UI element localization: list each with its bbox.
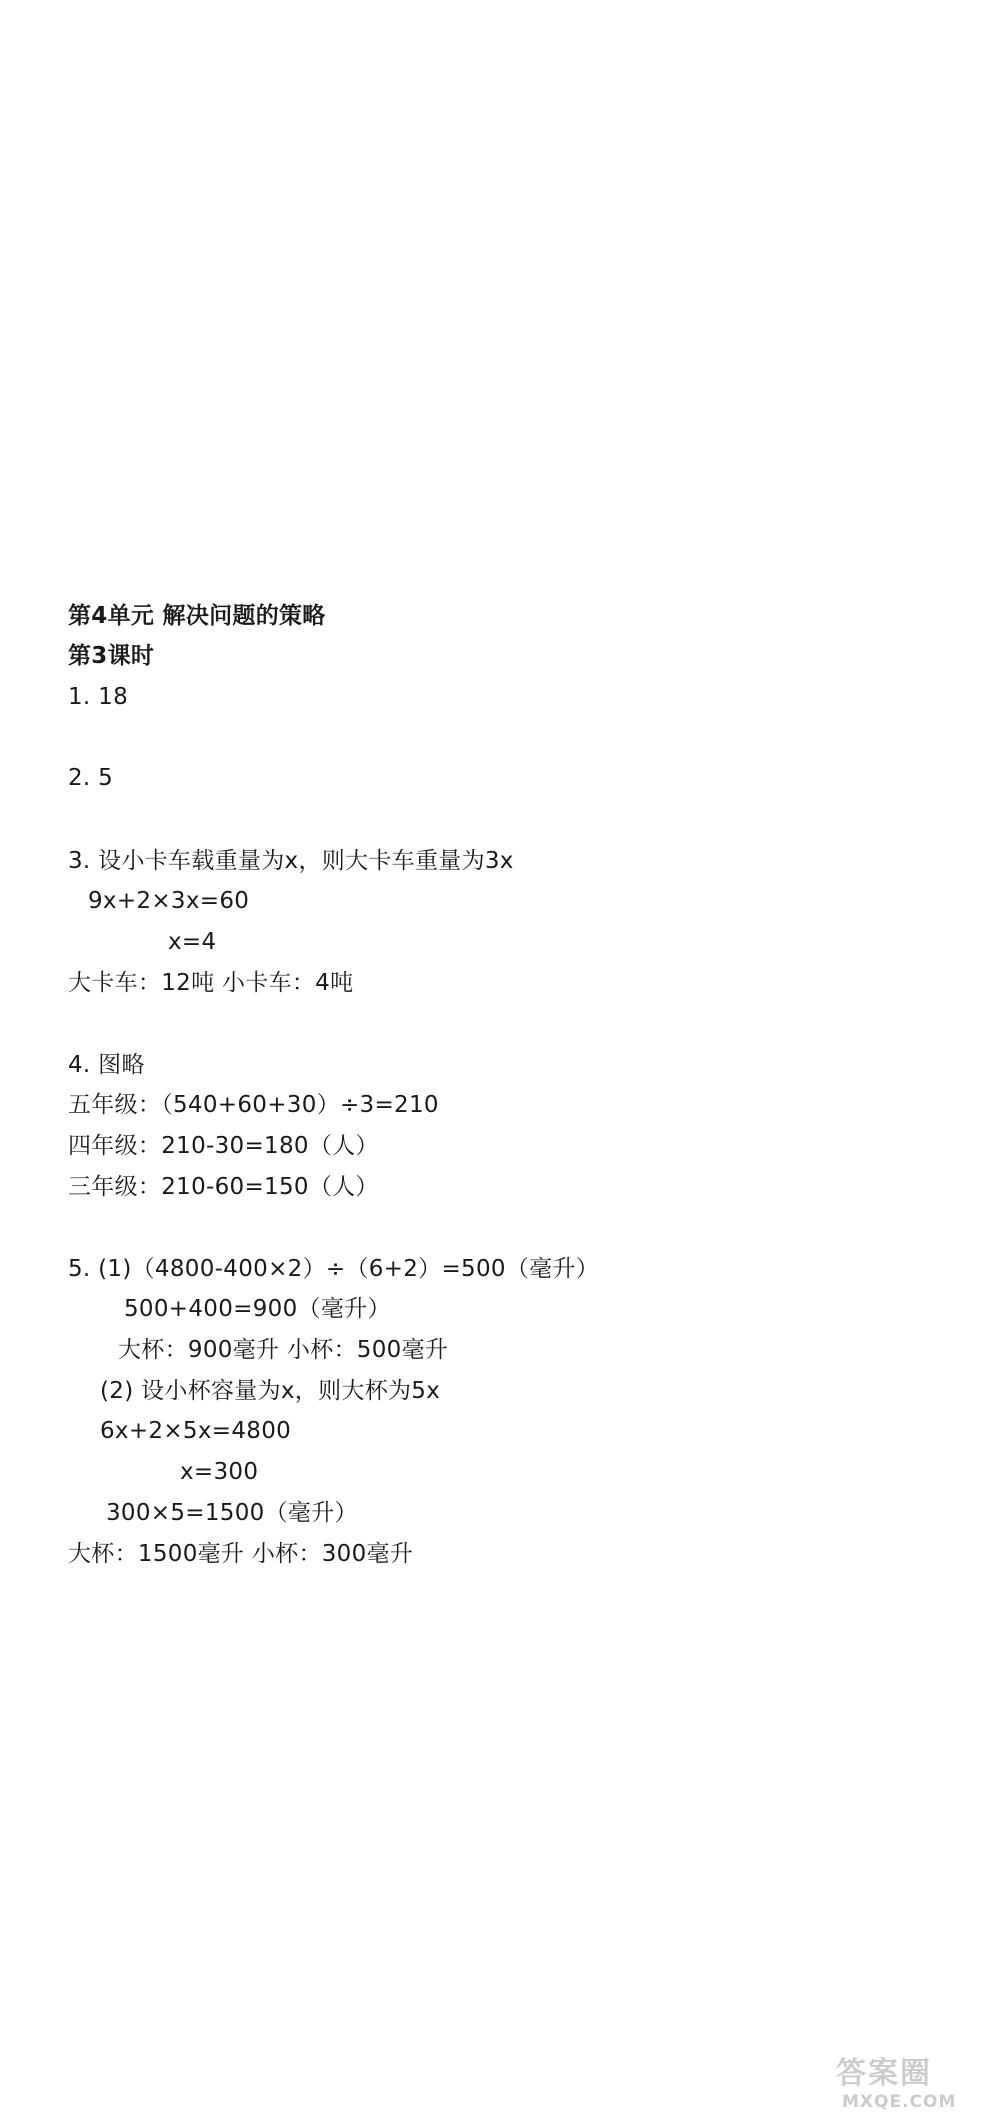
answer-5-line-3: 大杯：900毫升 小杯：500毫升 xyxy=(118,1337,449,1363)
answer-5-line-7: 300×5=1500（毫升） xyxy=(106,1500,358,1526)
answer-1: 1. 18 xyxy=(68,684,129,710)
answer-4-line-1: 4. 图略 xyxy=(68,1052,145,1078)
site-watermark xyxy=(836,2048,986,2118)
answer-3-line-2: 9x+2×3x=60 xyxy=(88,888,250,914)
answer-5-line-1: 5. (1)（4800-400×2）÷（6+2）=500（毫升） xyxy=(68,1256,600,1282)
watermark-url-text: MXQE.COM xyxy=(842,2092,957,2112)
unit-heading: 第4单元 解决问题的策略 xyxy=(68,603,326,629)
answer-4-line-4: 三年级：210-60=150（人） xyxy=(68,1174,379,1200)
answer-3-line-4: 大卡车：12吨 小卡车：4吨 xyxy=(68,970,354,996)
lesson-heading: 第3课时 xyxy=(68,643,155,669)
answer-4-line-2: 五年级：（540+60+30）÷3=210 xyxy=(68,1092,439,1118)
answer-5-line-2: 500+400=900（毫升） xyxy=(124,1296,391,1322)
watermark-logo-text: 答案圈 xyxy=(836,2056,932,2091)
answer-5-line-8: 大杯：1500毫升 小杯：300毫升 xyxy=(68,1541,414,1567)
answer-4-line-3: 四年级：210-30=180（人） xyxy=(68,1133,379,1159)
answer-2: 2. 5 xyxy=(68,765,114,791)
answer-5-line-4: (2) 设小杯容量为x，则大杯为5x xyxy=(100,1378,441,1404)
answer-3-line-3: x=4 xyxy=(168,929,217,955)
answer-3-line-1: 3. 设小卡车载重量为x，则大卡车重量为3x xyxy=(68,848,514,874)
answer-5-line-5: 6x+2×5x=4800 xyxy=(100,1418,292,1444)
answer-5-line-6: x=300 xyxy=(180,1459,259,1485)
